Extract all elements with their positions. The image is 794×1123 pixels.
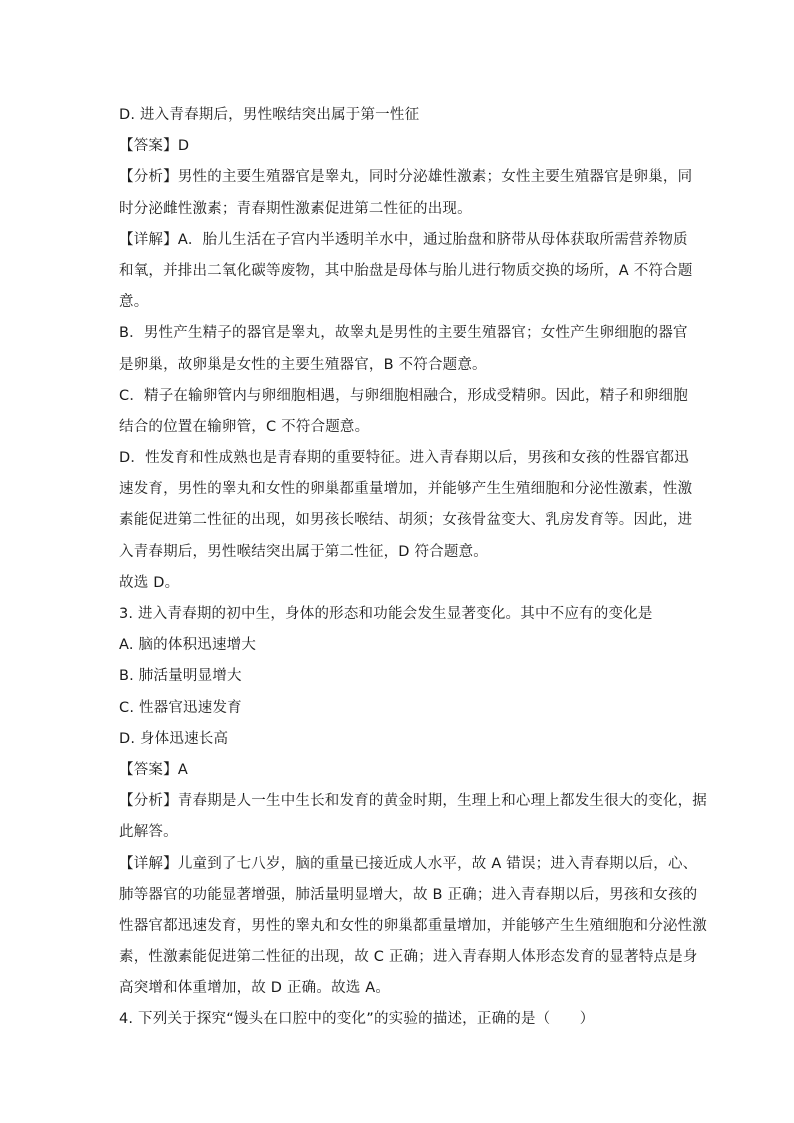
q2-option-d: D. 进入青春期后，男性喉结突出属于第一性征 — [119, 107, 420, 123]
q2-detail-line-4: B．男性产生精子的器官是睾丸，故睾丸是男性的主要生殖器官；女性产生卵细胞的器官 — [119, 325, 688, 342]
q4-stem: 4. 下列关于探究“馒头在口腔中的变化”的实验的描述，正确的是（ ） — [119, 1011, 595, 1028]
q2-detail-line-6: C．精子在输卵管内与卵细胞相遇，与卵细胞相融合，形成受精卵。因此，精子和卵细胞 — [119, 387, 688, 404]
q2-detail-line-8: D．性发育和性成熟也是青春期的重要特征。进入青春期以后，男孩和女孩的性器官都迅 — [119, 450, 689, 467]
q2-detail-line-5: 是卵巢，故卵巢是女性的主要生殖器官，B 不符合题意。 — [119, 356, 487, 373]
answer-label: 【答案】 — [119, 761, 178, 778]
q2-conclusion: 故选 D。 — [119, 574, 180, 591]
q2-detail-line-1 — [119, 225, 688, 256]
q3-option-c: C. 性器官迅速发育 — [119, 699, 242, 716]
q3-option-d: D. 身体迅速长高 — [119, 730, 229, 747]
analysis-text: 男性的主要生殖器官是睾丸，同时分泌雄性激素；女性主要生殖器官是卵巢，同 — [177, 169, 693, 186]
answer-value: D — [177, 138, 190, 155]
q3-option-b: B. 肺活量明显增大 — [119, 668, 242, 685]
q2-answer — [119, 131, 679, 162]
detail-text: A．胎儿生活在子宫内半透明羊水中，通过胎盘和脐带从母体获取所需营养物质 — [177, 231, 688, 248]
q3-detail-line-2: 肺等器官的功能显著增强，肺活量明显增大，故 B 正确；进入青春期以后，男孩和女孩的 — [119, 886, 698, 903]
q3-stem: 3. 进入青春期的初中生，身体的形态和功能会发生显著变化。其中不应有的变化是 — [119, 606, 653, 622]
analysis-label: 【分析】 — [119, 169, 178, 186]
q2-detail-line-2: 和氧，并排出二氧化碳等废物，其中胎盘是母体与胎儿进行物质交换的场所，A 不符合题 — [119, 262, 693, 279]
q3-detail-line-4: 素，性激素能促进第二性征的出现，故 C 正确；进入青春期人体形态发育的显著特点是身 — [119, 949, 698, 966]
q3-option-a: A. 脑的体积迅速增大 — [119, 637, 257, 654]
detail-text: 儿童到了七八岁，脑的重量已接近成人水平，故 A 错误；进入青春期以后，心、 — [177, 855, 698, 872]
q3-analysis-line-2: 此解答。 — [119, 824, 178, 841]
q2-detail-line-10: 素能促进第二性征的出现，如男孩长喉结、胡须；女孩骨盆变大、乳房发育等。因此，进 — [119, 512, 693, 529]
document-page — [119, 100, 708, 1036]
analysis-text: 青春期是人一生中生长和发育的黄金时期，生理上和心理上都发生很大的变化，据 — [177, 793, 708, 810]
q2-detail-line-9: 速发育，男性的睾丸和女性的卵巢都重量增加，并能够产生生殖细胞和分泌性激素，性激 — [119, 481, 693, 498]
q2-analysis-line-1 — [119, 162, 693, 193]
detail-label: 【详解】 — [119, 855, 178, 872]
detail-label: 【详解】 — [119, 231, 178, 248]
q2-detail-line-7: 结合的位置在输卵管，C 不符合题意。 — [119, 418, 370, 435]
q2-detail-line-11: 入青春期后，男性喉结突出属于第二性征，D 符合题意。 — [119, 543, 488, 560]
q2-detail-line-3: 意。 — [119, 294, 149, 311]
q3-detail-line-1 — [119, 849, 698, 880]
q3-detail-line-3: 性器官都迅速发育，男性的睾丸和女性的卵巢都重量增加，并能够产生生殖细胞和分泌性激 — [119, 917, 707, 934]
q3-answer — [119, 755, 679, 786]
q2-analysis-line-2: 时分泌雌性激素；青春期性激素促进第二性征的出现。 — [119, 200, 472, 217]
answer-label: 【答案】 — [119, 138, 178, 155]
analysis-label: 【分析】 — [119, 793, 178, 810]
answer-value: A — [177, 761, 188, 778]
q3-analysis-line-1 — [119, 786, 708, 817]
q3-detail-line-5: 高突增和体重增加，故 D 正确。故选 A。 — [119, 980, 391, 997]
